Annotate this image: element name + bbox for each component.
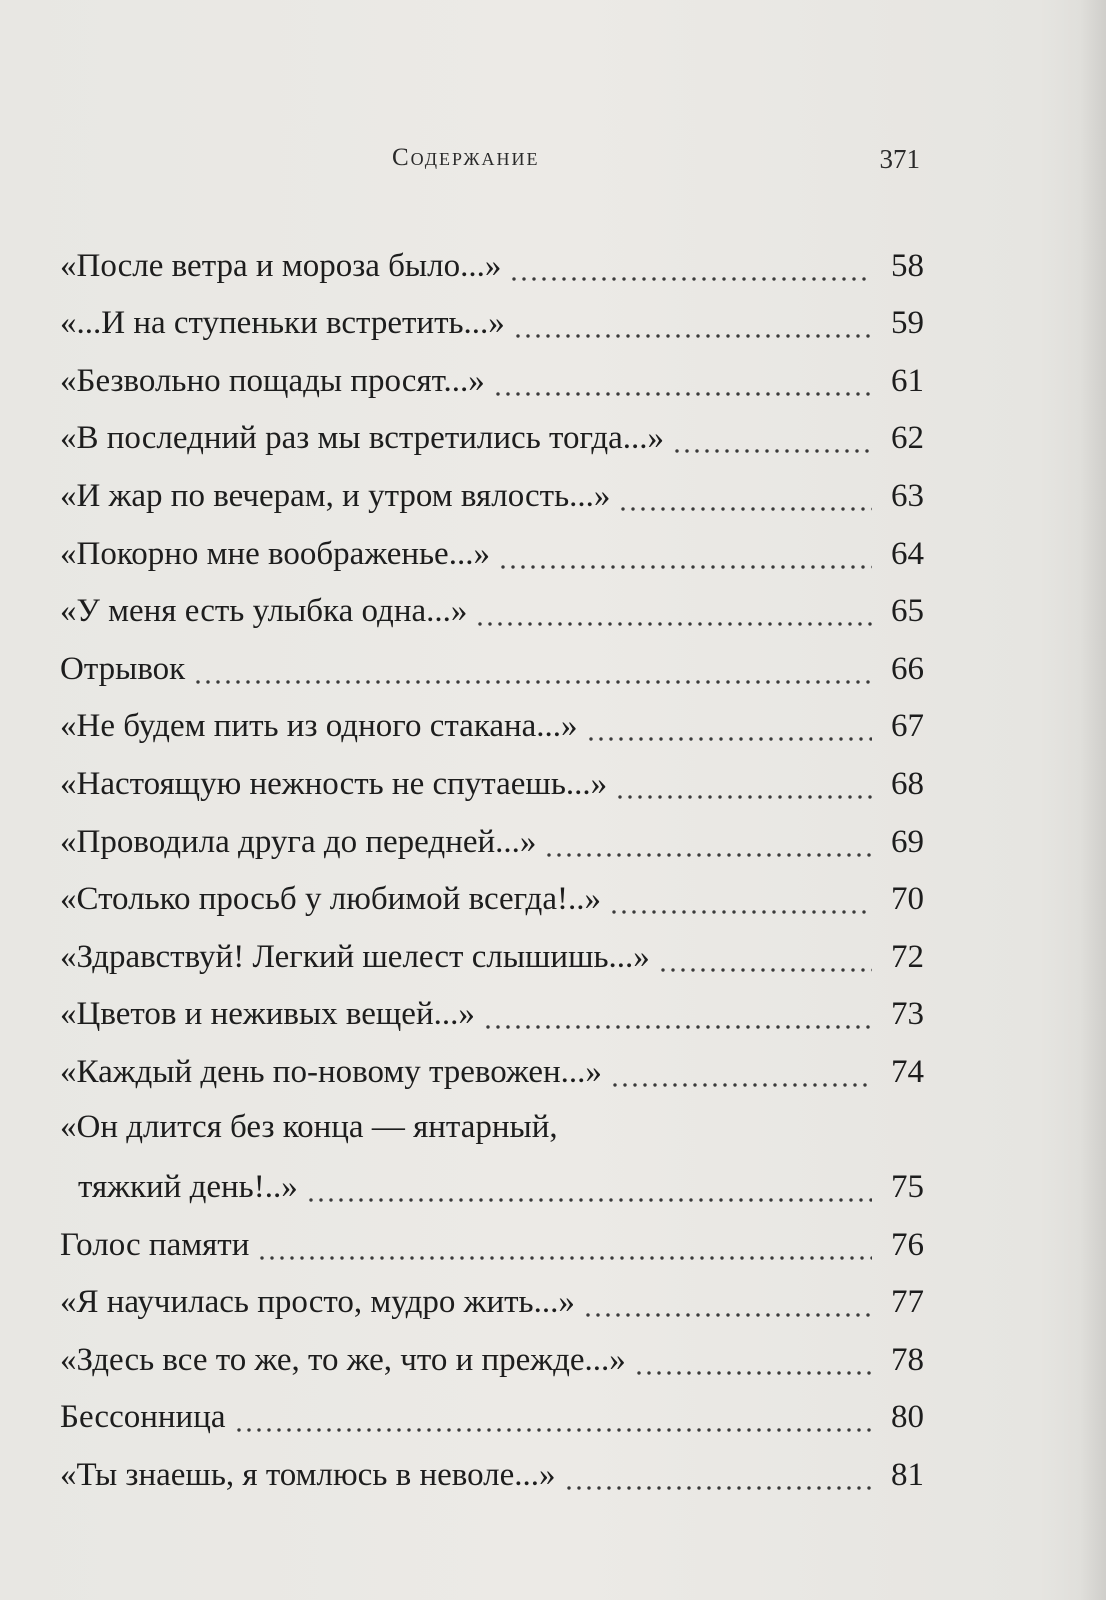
toc-entry-page: 74 <box>891 1053 924 1090</box>
toc-entry-title: «...И на ступеньки встретить...» <box>60 305 505 342</box>
toc-entry-page: 59 <box>891 305 924 342</box>
toc-entry <box>60 464 924 522</box>
toc-entry <box>60 234 924 292</box>
toc-entry <box>60 1213 924 1271</box>
toc-entry <box>60 580 924 638</box>
toc-entry-title: «Безвольно пощады просят...» <box>60 362 485 399</box>
toc-entry-continuation <box>60 1155 924 1213</box>
toc-entry-title: «В последний раз мы встретились тогда...» <box>60 420 665 457</box>
toc-entry <box>60 868 924 926</box>
toc-entry <box>60 1328 924 1386</box>
toc-entry-page: 78 <box>891 1341 924 1378</box>
toc-entry-title: «Не будем пить из одного стакана...» <box>60 708 578 745</box>
page-edge-shadow <box>1080 0 1106 1600</box>
dot-leader <box>609 879 872 919</box>
table-of-contents <box>60 234 924 1501</box>
toc-entry <box>60 752 924 810</box>
toc-entry-page: 77 <box>891 1284 924 1321</box>
dot-leader <box>615 764 872 804</box>
dot-leader <box>306 1167 872 1207</box>
toc-entry-title: Бессонница <box>60 1399 226 1436</box>
toc-entry-page: 62 <box>891 420 924 457</box>
toc-entry <box>60 349 924 407</box>
dot-leader <box>672 418 872 458</box>
toc-entry-page: 80 <box>891 1399 924 1436</box>
toc-entry-title: «Здесь все то же, то же, что и прежде...» <box>60 1341 626 1378</box>
dot-leader <box>257 1225 872 1265</box>
toc-entry-page: 76 <box>891 1226 924 1263</box>
toc-entry <box>60 983 924 1041</box>
dot-leader <box>493 361 872 401</box>
dot-leader <box>498 534 872 574</box>
dot-leader <box>583 1282 872 1322</box>
dot-leader <box>586 706 872 746</box>
toc-entry-title: «Ты знаешь, я томлюсь в неволе...» <box>60 1456 556 1493</box>
toc-entry <box>60 925 924 983</box>
toc-entry <box>60 1040 924 1098</box>
toc-entry-title: «И жар по вечерам, и утром вялость...» <box>60 477 611 514</box>
page-header <box>60 144 920 184</box>
toc-entry-page: 65 <box>891 593 924 630</box>
dot-leader <box>564 1455 872 1495</box>
toc-entry-title: «Я научилась просто, мудро жить...» <box>60 1284 575 1321</box>
toc-entry-title: «У меня есть улыбка одна...» <box>60 593 468 630</box>
toc-entry-title: Отрывок <box>60 650 186 687</box>
toc-entry-page: 81 <box>891 1456 924 1493</box>
toc-entry <box>60 292 924 350</box>
toc-entry <box>60 1443 924 1501</box>
dot-leader <box>483 994 872 1034</box>
toc-entry-title-line2: тяжкий день!..» <box>78 1168 298 1205</box>
dot-leader <box>658 937 872 977</box>
toc-entry <box>60 637 924 695</box>
toc-entry-page: 66 <box>891 650 924 687</box>
toc-entry <box>60 695 924 753</box>
toc-entry-title: «После ветра и мороза было...» <box>60 247 502 284</box>
dot-leader <box>513 303 872 343</box>
toc-entry <box>60 522 924 580</box>
running-title: Содержание <box>392 144 540 171</box>
toc-entry-title: «Каждый день по-новому тревожен...» <box>60 1053 602 1090</box>
dot-leader <box>634 1340 872 1380</box>
toc-entry-page: 68 <box>891 765 924 802</box>
toc-entry-page: 73 <box>891 996 924 1033</box>
toc-entry-title: Голос памяти <box>60 1226 250 1263</box>
toc-entry-page: 61 <box>891 362 924 399</box>
toc-entry <box>60 1271 924 1329</box>
toc-entry-page: 70 <box>891 881 924 918</box>
toc-entry-page: 72 <box>891 938 924 975</box>
toc-entry-page: 69 <box>891 823 924 860</box>
toc-entry-page: 58 <box>891 247 924 284</box>
toc-entry-page: 64 <box>891 535 924 572</box>
toc-entry-title: «Проводила друга до передней...» <box>60 823 537 860</box>
toc-entry <box>60 1098 924 1213</box>
dot-leader <box>618 476 872 516</box>
toc-entry-page: 75 <box>891 1168 924 1205</box>
dot-leader <box>509 246 872 286</box>
page-number: 371 <box>879 144 920 174</box>
toc-entry <box>60 1386 924 1444</box>
toc-entry-title: «Цветов и неживых вещей...» <box>60 996 475 1033</box>
toc-entry-title: «Здравствуй! Легкий шелест слышишь...» <box>60 938 650 975</box>
toc-entry <box>60 810 924 868</box>
toc-entry-title: «Столько просьб у любимой всегда!..» <box>60 881 601 918</box>
toc-entry-title: «Покорно мне воображенье...» <box>60 535 490 572</box>
dot-leader <box>193 649 872 689</box>
dot-leader <box>610 1052 872 1092</box>
dot-leader <box>475 591 872 631</box>
toc-entry-page: 67 <box>891 708 924 745</box>
toc-entry-title-line1: «Он длится без конца — янтарный, <box>60 1108 558 1145</box>
toc-entry-title: «Настоящую нежность не спутаешь...» <box>60 765 608 802</box>
dot-leader <box>544 822 872 862</box>
toc-entry-page: 63 <box>891 477 924 514</box>
dot-leader <box>234 1397 873 1437</box>
toc-entry <box>60 407 924 465</box>
